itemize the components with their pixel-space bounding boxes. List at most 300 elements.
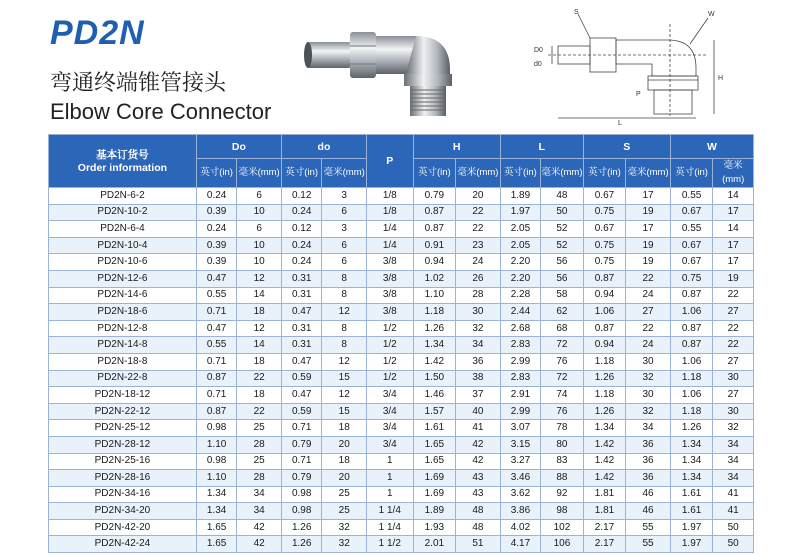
cell-order-code: PD2N-12-8: [49, 320, 197, 337]
cell-h-mm: 42: [456, 436, 501, 453]
cell-l-mm: 48: [541, 188, 584, 205]
cell-p-thread: 1/4: [367, 221, 414, 238]
drawing-label-p: P: [636, 91, 641, 98]
cell-h-mm: 37: [456, 387, 501, 404]
product-model-title: PD2N: [50, 14, 145, 52]
cell-do-mm: 10: [237, 237, 282, 254]
cell-order-code: PD2N-25-12: [49, 420, 197, 437]
cell-din-mm: 25: [322, 503, 367, 520]
unit-inch-header: 英寸(in): [196, 159, 237, 188]
cell-w-mm: 41: [713, 503, 754, 520]
cell-h-inch: 1.65: [413, 436, 456, 453]
cell-p-thread: 1/8: [367, 188, 414, 205]
cell-w-mm: 34: [713, 453, 754, 470]
table-row: [49, 188, 754, 205]
drawing-label-l: L: [618, 120, 622, 126]
cell-w-inch: 0.87: [670, 287, 713, 304]
cell-p-thread: 3/4: [367, 403, 414, 420]
cell-s-mm: 30: [626, 387, 671, 404]
cell-order-code: PD2N-34-16: [49, 486, 197, 503]
cell-w-mm: 22: [713, 320, 754, 337]
table-row: [49, 204, 754, 221]
cell-l-inch: 1.97: [500, 204, 541, 221]
cell-do-mm: 25: [237, 420, 282, 437]
table-row: [49, 486, 754, 503]
cell-do-mm: 10: [237, 204, 282, 221]
cell-din-mm: 12: [322, 304, 367, 321]
unit-mm-header: 毫米(mm): [322, 159, 367, 188]
cell-p-thread: 3/8: [367, 304, 414, 321]
cell-s-inch: 1.81: [583, 503, 626, 520]
cell-l-mm: 72: [541, 370, 584, 387]
cell-l-inch: 2.20: [500, 254, 541, 271]
table-row: [49, 337, 754, 354]
cell-din-mm: 6: [322, 204, 367, 221]
cell-din-inch: 0.47: [281, 304, 322, 321]
cell-h-inch: 0.79: [413, 188, 456, 205]
cell-s-inch: 0.67: [583, 188, 626, 205]
cell-w-mm: 14: [713, 188, 754, 205]
cell-do-inch: 0.39: [196, 204, 237, 221]
cell-w-inch: 1.34: [670, 453, 713, 470]
cell-s-inch: 0.75: [583, 254, 626, 271]
cell-w-inch: 1.18: [670, 403, 713, 420]
drawing-label-h: H: [718, 75, 724, 82]
cell-do-inch: 0.98: [196, 453, 237, 470]
col-group-P: P: [367, 135, 414, 188]
table-row: [49, 353, 754, 370]
cell-l-mm: 106: [541, 536, 584, 553]
cell-w-mm: 30: [713, 370, 754, 387]
cell-w-inch: 0.67: [670, 204, 713, 221]
cell-h-mm: 20: [456, 188, 501, 205]
cell-h-inch: 1.50: [413, 370, 456, 387]
cell-s-mm: 30: [626, 353, 671, 370]
cell-w-inch: 1.26: [670, 420, 713, 437]
cell-din-mm: 20: [322, 436, 367, 453]
unit-mm-header: 毫米(mm): [713, 159, 754, 188]
cell-l-inch: 2.83: [500, 337, 541, 354]
cell-din-inch: 0.24: [281, 254, 322, 271]
cell-p-thread: 3/8: [367, 254, 414, 271]
cell-h-inch: 1.89: [413, 503, 456, 520]
cell-do-inch: 0.87: [196, 370, 237, 387]
cell-order-code: PD2N-14-8: [49, 337, 197, 354]
cell-l-inch: 2.05: [500, 237, 541, 254]
cell-w-inch: 1.61: [670, 486, 713, 503]
cell-w-mm: 27: [713, 353, 754, 370]
cell-l-inch: 2.99: [500, 403, 541, 420]
cell-din-inch: 0.47: [281, 353, 322, 370]
table-row: [49, 536, 754, 553]
cell-order-code: PD2N-22-8: [49, 370, 197, 387]
cell-din-inch: 0.24: [281, 204, 322, 221]
cell-do-inch: 0.39: [196, 237, 237, 254]
cell-p-thread: 1: [367, 470, 414, 487]
drawing-label-d0: D0: [534, 47, 543, 54]
cell-do-inch: 0.55: [196, 287, 237, 304]
cell-l-mm: 50: [541, 204, 584, 221]
cell-l-mm: 62: [541, 304, 584, 321]
cell-h-inch: 1.10: [413, 287, 456, 304]
cell-h-inch: 1.61: [413, 420, 456, 437]
cell-l-mm: 83: [541, 453, 584, 470]
cell-w-inch: 1.06: [670, 353, 713, 370]
cell-din-inch: 0.98: [281, 503, 322, 520]
cell-do-mm: 18: [237, 304, 282, 321]
cell-w-mm: 34: [713, 436, 754, 453]
cell-s-inch: 2.17: [583, 536, 626, 553]
cell-w-inch: 1.61: [670, 503, 713, 520]
cell-l-inch: 2.83: [500, 370, 541, 387]
col-group-H: H: [413, 135, 500, 159]
cell-w-mm: 27: [713, 304, 754, 321]
cell-h-inch: 2.01: [413, 536, 456, 553]
cell-order-code: PD2N-22-12: [49, 403, 197, 420]
cell-din-inch: 0.71: [281, 453, 322, 470]
cell-l-inch: 2.99: [500, 353, 541, 370]
cell-do-mm: 18: [237, 387, 282, 404]
cell-h-mm: 43: [456, 470, 501, 487]
cell-s-mm: 22: [626, 320, 671, 337]
cell-w-mm: 17: [713, 204, 754, 221]
cell-l-mm: 68: [541, 320, 584, 337]
cell-s-mm: 46: [626, 486, 671, 503]
cell-s-mm: 22: [626, 270, 671, 287]
cell-din-mm: 12: [322, 387, 367, 404]
cell-w-inch: 0.67: [670, 254, 713, 271]
cell-l-inch: 2.91: [500, 387, 541, 404]
cell-do-inch: 1.65: [196, 519, 237, 536]
cell-s-inch: 2.17: [583, 519, 626, 536]
cell-din-mm: 6: [322, 254, 367, 271]
cell-w-inch: 0.67: [670, 237, 713, 254]
cell-p-thread: 1 1/2: [367, 536, 414, 553]
cell-l-mm: 102: [541, 519, 584, 536]
cell-l-inch: 2.20: [500, 270, 541, 287]
cell-din-inch: 0.59: [281, 403, 322, 420]
cell-w-inch: 1.34: [670, 436, 713, 453]
cell-order-code: PD2N-6-4: [49, 221, 197, 238]
cell-din-inch: 0.31: [281, 320, 322, 337]
cell-din-mm: 18: [322, 420, 367, 437]
cell-h-mm: 32: [456, 320, 501, 337]
cell-do-mm: 18: [237, 353, 282, 370]
table-row: [49, 387, 754, 404]
table-row: [49, 237, 754, 254]
cell-l-mm: 98: [541, 503, 584, 520]
cell-w-inch: 0.87: [670, 320, 713, 337]
cell-w-mm: 22: [713, 337, 754, 354]
cell-din-mm: 32: [322, 536, 367, 553]
cell-do-mm: 28: [237, 436, 282, 453]
cell-do-mm: 42: [237, 519, 282, 536]
cell-din-mm: 6: [322, 237, 367, 254]
product-name-chinese: 弯通终端锥管接头: [50, 71, 227, 96]
cell-w-mm: 22: [713, 287, 754, 304]
table-row: [49, 503, 754, 520]
col-group-W: W: [670, 135, 753, 159]
cell-h-inch: 1.18: [413, 304, 456, 321]
cell-din-mm: 8: [322, 270, 367, 287]
cell-p-thread: 1: [367, 453, 414, 470]
table-row: [49, 420, 754, 437]
cell-w-inch: 0.55: [670, 188, 713, 205]
cell-din-mm: 8: [322, 287, 367, 304]
cell-do-mm: 6: [237, 221, 282, 238]
cell-do-inch: 0.47: [196, 270, 237, 287]
unit-mm-header: 毫米(mm): [626, 159, 671, 188]
cell-s-inch: 1.42: [583, 470, 626, 487]
cell-s-mm: 32: [626, 403, 671, 420]
cell-s-inch: 1.81: [583, 486, 626, 503]
cell-h-mm: 23: [456, 237, 501, 254]
cell-order-code: PD2N-28-16: [49, 470, 197, 487]
cell-din-inch: 0.79: [281, 470, 322, 487]
cell-s-inch: 1.18: [583, 387, 626, 404]
cell-h-mm: 40: [456, 403, 501, 420]
cell-l-inch: 4.17: [500, 536, 541, 553]
cell-s-inch: 1.18: [583, 353, 626, 370]
cell-l-inch: 3.07: [500, 420, 541, 437]
cell-h-inch: 1.46: [413, 387, 456, 404]
cell-h-inch: 1.69: [413, 470, 456, 487]
cell-w-inch: 1.34: [670, 470, 713, 487]
cell-h-inch: 1.42: [413, 353, 456, 370]
cell-do-inch: 0.71: [196, 387, 237, 404]
table-row: [49, 370, 754, 387]
cell-p-thread: 1 1/4: [367, 503, 414, 520]
cell-h-inch: 1.69: [413, 486, 456, 503]
cell-order-code: PD2N-42-20: [49, 519, 197, 536]
cell-do-mm: 14: [237, 337, 282, 354]
col-group-S: S: [583, 135, 670, 159]
cell-h-mm: 38: [456, 370, 501, 387]
cell-order-code: PD2N-10-2: [49, 204, 197, 221]
cell-din-mm: 8: [322, 337, 367, 354]
cell-do-mm: 12: [237, 320, 282, 337]
cell-s-mm: 36: [626, 453, 671, 470]
cell-order-code: PD2N-6-2: [49, 188, 197, 205]
cell-h-mm: 34: [456, 337, 501, 354]
cell-l-inch: 1.89: [500, 188, 541, 205]
cell-do-inch: 0.87: [196, 403, 237, 420]
cell-do-inch: 1.34: [196, 503, 237, 520]
product-name-english: Elbow Core Connector: [50, 99, 272, 124]
cell-s-mm: 24: [626, 287, 671, 304]
cell-s-mm: 19: [626, 204, 671, 221]
cell-din-inch: 0.31: [281, 337, 322, 354]
cell-s-mm: 17: [626, 188, 671, 205]
cell-do-mm: 12: [237, 270, 282, 287]
cell-s-inch: 1.42: [583, 436, 626, 453]
cell-do-inch: 0.24: [196, 221, 237, 238]
cell-do-inch: 0.71: [196, 304, 237, 321]
table-row: [49, 254, 754, 271]
cell-h-mm: 42: [456, 453, 501, 470]
cell-h-mm: 22: [456, 221, 501, 238]
cell-w-mm: 30: [713, 403, 754, 420]
cell-l-inch: 3.86: [500, 503, 541, 520]
cell-din-inch: 0.12: [281, 221, 322, 238]
cell-w-inch: 0.55: [670, 221, 713, 238]
unit-inch-header: 英寸(in): [413, 159, 456, 188]
cell-w-inch: 0.75: [670, 270, 713, 287]
cell-s-inch: 0.75: [583, 237, 626, 254]
cell-l-mm: 56: [541, 270, 584, 287]
cell-order-code: PD2N-12-6: [49, 270, 197, 287]
cell-do-inch: 1.10: [196, 436, 237, 453]
cell-h-inch: 1.93: [413, 519, 456, 536]
cell-h-mm: 36: [456, 353, 501, 370]
cell-do-mm: 6: [237, 188, 282, 205]
cell-order-code: PD2N-14-6: [49, 287, 197, 304]
cell-s-inch: 1.42: [583, 453, 626, 470]
cell-h-mm: 28: [456, 287, 501, 304]
cell-din-inch: 1.26: [281, 519, 322, 536]
cell-do-inch: 0.47: [196, 320, 237, 337]
cell-do-inch: 1.10: [196, 470, 237, 487]
cell-din-mm: 3: [322, 221, 367, 238]
cell-do-mm: 10: [237, 254, 282, 271]
unit-mm-header: 毫米(mm): [456, 159, 501, 188]
cell-din-mm: 3: [322, 188, 367, 205]
cell-s-inch: 1.26: [583, 370, 626, 387]
specification-table: [48, 134, 754, 553]
unit-inch-header: 英寸(in): [281, 159, 322, 188]
cell-l-inch: 4.02: [500, 519, 541, 536]
cell-s-inch: 0.87: [583, 270, 626, 287]
cell-w-mm: 27: [713, 387, 754, 404]
cell-s-mm: 46: [626, 503, 671, 520]
cell-do-mm: 22: [237, 403, 282, 420]
technical-drawing: [518, 4, 750, 126]
cell-do-mm: 25: [237, 453, 282, 470]
cell-din-mm: 15: [322, 370, 367, 387]
cell-order-code: PD2N-18-12: [49, 387, 197, 404]
order-header-cn: 基本订货号: [96, 149, 149, 161]
cell-order-code: PD2N-10-6: [49, 254, 197, 271]
unit-mm-header: 毫米(mm): [237, 159, 282, 188]
table-row: [49, 270, 754, 287]
cell-order-code: PD2N-18-6: [49, 304, 197, 321]
cell-w-mm: 17: [713, 254, 754, 271]
table-body: [49, 188, 754, 553]
table-row: [49, 320, 754, 337]
cell-l-mm: 52: [541, 237, 584, 254]
cell-s-inch: 0.94: [583, 287, 626, 304]
cell-w-mm: 19: [713, 270, 754, 287]
cell-s-mm: 34: [626, 420, 671, 437]
cell-l-mm: 78: [541, 420, 584, 437]
cell-h-mm: 24: [456, 254, 501, 271]
cell-din-inch: 0.79: [281, 436, 322, 453]
table-row: [49, 287, 754, 304]
cell-h-inch: 1.57: [413, 403, 456, 420]
product-photo: [300, 6, 470, 122]
cell-s-inch: 0.94: [583, 337, 626, 354]
cell-do-mm: 34: [237, 486, 282, 503]
cell-h-mm: 30: [456, 304, 501, 321]
cell-din-mm: 32: [322, 519, 367, 536]
cell-l-mm: 76: [541, 403, 584, 420]
cell-s-inch: 0.75: [583, 204, 626, 221]
cell-p-thread: 1/8: [367, 204, 414, 221]
cell-do-mm: 28: [237, 470, 282, 487]
cell-l-inch: 3.15: [500, 436, 541, 453]
cell-w-mm: 17: [713, 237, 754, 254]
cell-s-inch: 1.26: [583, 403, 626, 420]
cell-din-inch: 1.26: [281, 536, 322, 553]
cell-w-mm: 32: [713, 420, 754, 437]
table-row: [49, 221, 754, 238]
cell-din-inch: 0.31: [281, 287, 322, 304]
cell-do-mm: 14: [237, 287, 282, 304]
cell-p-thread: 1/2: [367, 353, 414, 370]
cell-s-inch: 0.87: [583, 320, 626, 337]
cell-do-inch: 0.98: [196, 420, 237, 437]
cell-l-mm: 74: [541, 387, 584, 404]
cell-order-code: PD2N-25-16: [49, 453, 197, 470]
cell-h-inch: 0.91: [413, 237, 456, 254]
table-row: [49, 304, 754, 321]
cell-w-inch: 1.97: [670, 519, 713, 536]
cell-h-inch: 0.94: [413, 254, 456, 271]
cell-l-inch: 2.28: [500, 287, 541, 304]
cell-din-mm: 8: [322, 320, 367, 337]
cell-w-mm: 50: [713, 519, 754, 536]
table-row: [49, 519, 754, 536]
cell-do-mm: 22: [237, 370, 282, 387]
cell-w-inch: 1.06: [670, 387, 713, 404]
cell-l-mm: 72: [541, 337, 584, 354]
cell-din-inch: 0.59: [281, 370, 322, 387]
cell-s-mm: 19: [626, 237, 671, 254]
table-row: [49, 470, 754, 487]
cell-l-mm: 88: [541, 470, 584, 487]
table-row: [49, 453, 754, 470]
cell-s-inch: 0.67: [583, 221, 626, 238]
cell-order-code: PD2N-28-12: [49, 436, 197, 453]
cell-h-inch: 1.02: [413, 270, 456, 287]
cell-order-code: PD2N-34-20: [49, 503, 197, 520]
cell-h-inch: 1.65: [413, 453, 456, 470]
cell-din-mm: 15: [322, 403, 367, 420]
cell-p-thread: 1/2: [367, 370, 414, 387]
cell-s-mm: 17: [626, 221, 671, 238]
cell-s-inch: 1.06: [583, 304, 626, 321]
cell-p-thread: 3/8: [367, 287, 414, 304]
cell-p-thread: 3/4: [367, 387, 414, 404]
cell-p-thread: 1/2: [367, 320, 414, 337]
cell-p-thread: 3/4: [367, 420, 414, 437]
cell-din-inch: 0.12: [281, 188, 322, 205]
cell-w-mm: 41: [713, 486, 754, 503]
cell-w-inch: 1.06: [670, 304, 713, 321]
cell-din-inch: 0.31: [281, 270, 322, 287]
cell-s-mm: 55: [626, 536, 671, 553]
cell-h-inch: 1.34: [413, 337, 456, 354]
order-header-en: Order information: [77, 162, 168, 174]
order-info-header: [49, 135, 197, 188]
cell-l-mm: 80: [541, 436, 584, 453]
cell-din-mm: 12: [322, 353, 367, 370]
cell-h-mm: 48: [456, 503, 501, 520]
cell-s-mm: 36: [626, 470, 671, 487]
cell-order-code: PD2N-42-24: [49, 536, 197, 553]
cell-s-mm: 27: [626, 304, 671, 321]
cell-din-mm: 18: [322, 453, 367, 470]
